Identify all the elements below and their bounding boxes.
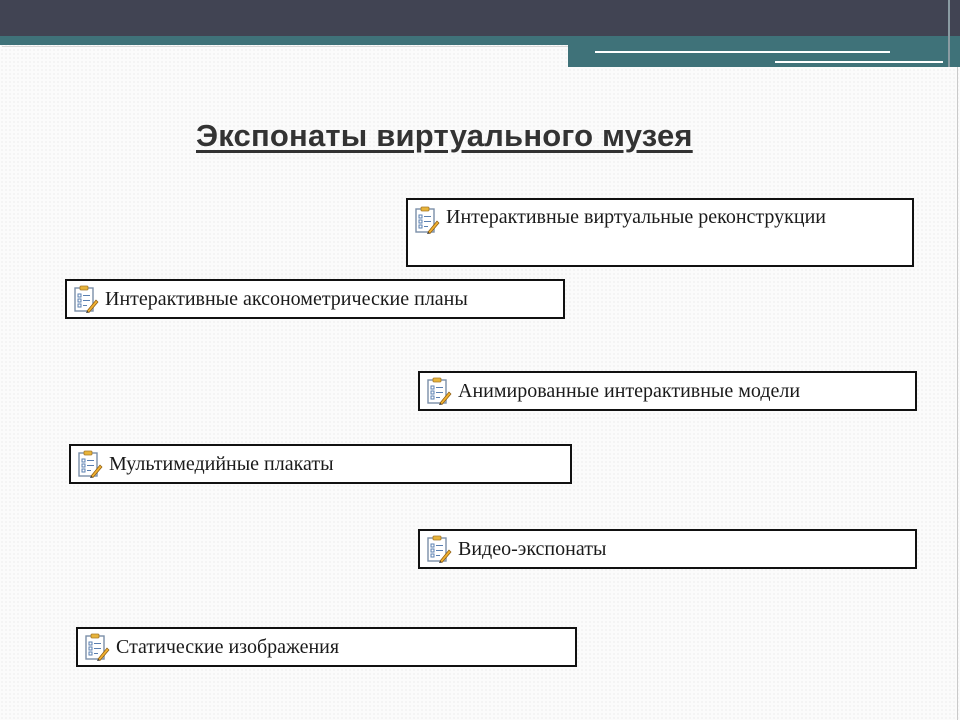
item-label: Мультимедийные плакаты	[109, 452, 334, 475]
item-box-animated-models	[418, 371, 917, 411]
item-label: Интерактивные виртуальные реконструкции	[446, 206, 826, 228]
checklist-icon	[77, 450, 103, 478]
item-box-multimedia-posters	[69, 444, 572, 484]
item-box-static-images	[76, 627, 577, 667]
item-box-axonometric-plans	[65, 279, 565, 319]
checklist-icon	[426, 535, 452, 563]
decorative-line	[948, 0, 950, 67]
slide-frame	[2, 46, 568, 47]
item-box-virtual-reconstructions	[406, 198, 914, 267]
item-label: Видео-экспонаты	[458, 537, 607, 560]
checklist-icon	[426, 377, 452, 405]
item-label: Интерактивные аксонометрические планы	[105, 287, 468, 310]
slide-title: Экспонаты виртуального музея	[196, 118, 693, 153]
decorative-line	[595, 51, 890, 53]
header-accent-step	[568, 45, 960, 67]
decorative-line	[775, 61, 943, 63]
checklist-icon	[84, 633, 110, 661]
checklist-icon	[73, 285, 99, 313]
item-label: Анимированные интерактивные модели	[458, 379, 801, 402]
item-label: Статические изображения	[116, 635, 340, 658]
slide-edge	[957, 67, 958, 720]
checklist-icon	[414, 206, 440, 234]
header-accent-stripe	[0, 36, 960, 45]
item-box-video-exhibits	[418, 529, 917, 569]
header-bar	[0, 0, 960, 36]
